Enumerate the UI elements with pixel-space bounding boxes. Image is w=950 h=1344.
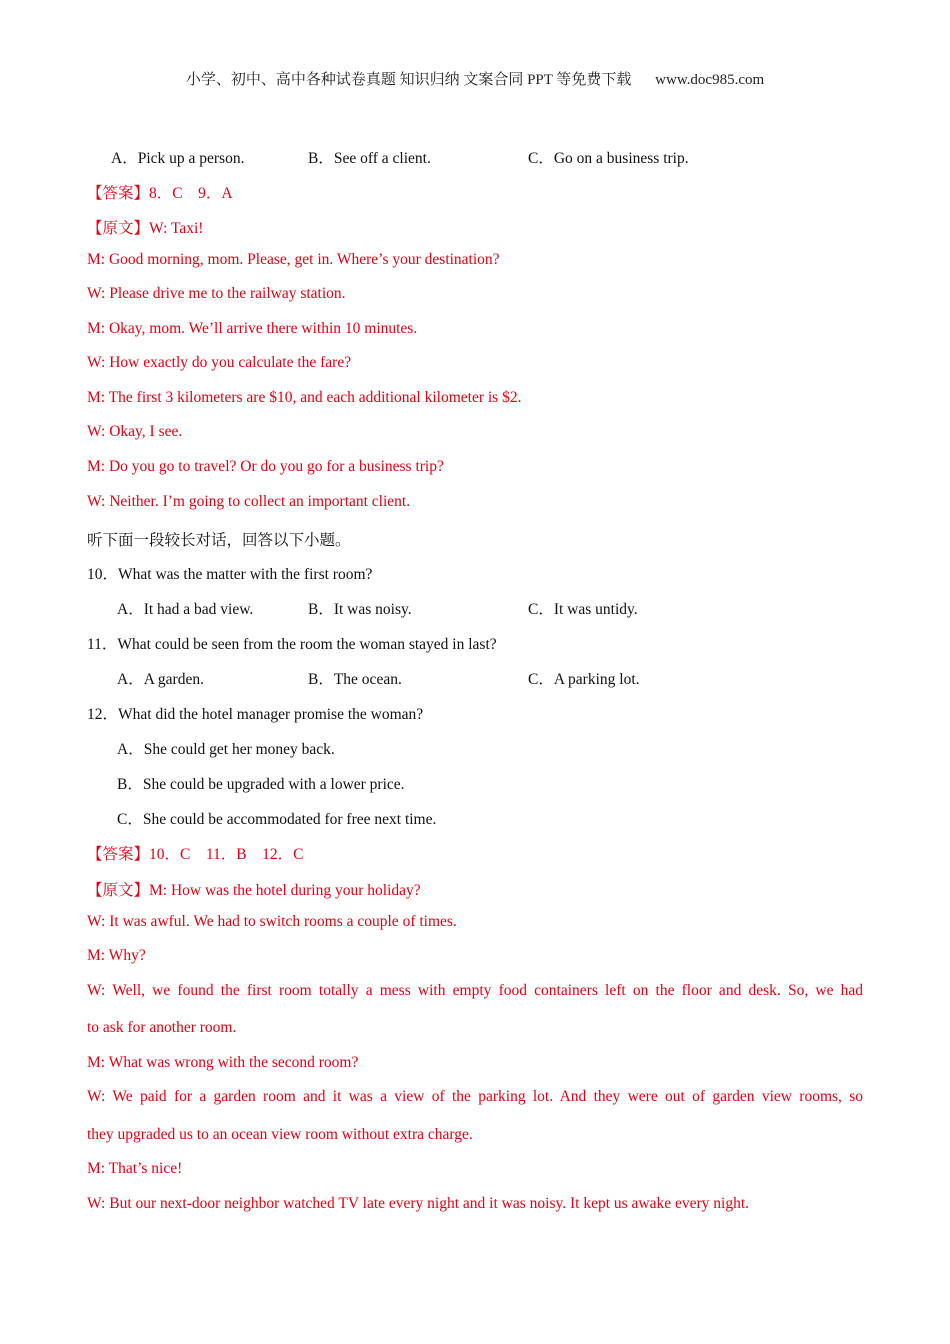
answer-tag: 【答案】 xyxy=(87,185,150,202)
transcript-1-first xyxy=(87,216,203,238)
transcript-line: M: The first 3 kilometers are $10, and each additional kilometer is $2. xyxy=(87,389,522,406)
q12-option-a: A．She could get her money back. xyxy=(117,741,335,758)
transcript-line: W: But our next-door neighbor watched TV late every night and it was noisy. It kept us awake every night. xyxy=(87,1195,750,1212)
q11-option-b: B．The ocean. xyxy=(308,671,402,688)
q11-option-c: C．A parking lot. xyxy=(528,671,640,688)
transcript-2-first xyxy=(87,878,421,900)
answer-block-1 xyxy=(87,181,233,203)
transcript-line: W: Neither. I’m going to collect an important client. xyxy=(87,493,411,510)
q10-option-c: C．It was untidy. xyxy=(528,601,638,618)
answer-text: 10．C 11．B 12．C xyxy=(149,846,304,863)
transcript-line: W: Taxi! xyxy=(149,220,204,237)
answer-text: 8．C 9．A xyxy=(149,185,233,202)
q9-option-c: C．Go on a business trip. xyxy=(528,150,689,167)
transcript-line: W: It was awful. We had to switch rooms a couple of times. xyxy=(87,913,457,930)
transcript-tag: 【原文】 xyxy=(87,220,150,237)
transcript-tag: 【原文】 xyxy=(87,882,150,899)
answer-block-2 xyxy=(87,842,303,864)
transcript-line: W: Please drive me to the railway station. xyxy=(87,285,346,302)
q9-option-a: A．Pick up a person. xyxy=(111,150,245,167)
transcript-line: M: How was the hotel during your holiday? xyxy=(149,882,421,899)
transcript-line: W: How exactly do you calculate the fare? xyxy=(87,354,352,371)
q12-option-c: C．She could be accommodated for free next time. xyxy=(117,811,437,828)
transcript-line: M: That’s nice! xyxy=(87,1160,183,1177)
q10-option-a: A．It had a bad view. xyxy=(117,601,254,618)
transcript-line: M: Why? xyxy=(87,947,146,964)
transcript-line: M: Okay, mom. We’ll arrive there within 10 minutes. xyxy=(87,320,418,337)
answer-tag: 【答案】 xyxy=(87,846,150,863)
transcript-line: W: Well, we found the first room totally a mess with empty food containers left on the floor and desk. So, we had xyxy=(87,982,863,999)
q9-option-b: B．See off a client. xyxy=(308,150,431,167)
header-url[interactable]: www.doc985.com xyxy=(655,72,765,88)
transcript-line: M: Good morning, mom. Please, get in. Where’s your destination? xyxy=(87,251,500,268)
section-instruction: 听下面一段较长对话，回答以下小题。 xyxy=(87,532,351,549)
q11-option-a: A．A garden. xyxy=(117,671,204,688)
page-header xyxy=(0,68,950,89)
transcript-line: M: What was wrong with the second room? xyxy=(87,1054,359,1071)
transcript-line: W: We paid for a garden room and it was a view of the parking lot. And they were out of garden view rooms, so xyxy=(87,1088,863,1105)
header-text: 小学、初中、高中各种试卷真题 知识归纳 文案合同 PPT 等免费下载 xyxy=(185,72,632,88)
question-11-stem: 11．What could be seen from the room the woman stayed in last? xyxy=(87,636,497,653)
question-12-stem: 12．What did the hotel manager promise the woman? xyxy=(87,706,424,723)
question-10-stem: 10．What was the matter with the first room? xyxy=(87,566,373,583)
q12-option-b: B．She could be upgraded with a lower price. xyxy=(117,776,405,793)
transcript-line: W: Okay, I see. xyxy=(87,423,183,440)
q10-option-b: B．It was noisy. xyxy=(308,601,412,618)
transcript-line: to ask for another room. xyxy=(87,1019,237,1036)
transcript-line: M: Do you go to travel? Or do you go for a business trip? xyxy=(87,458,444,475)
transcript-line: they upgraded us to an ocean view room without extra charge. xyxy=(87,1126,473,1143)
